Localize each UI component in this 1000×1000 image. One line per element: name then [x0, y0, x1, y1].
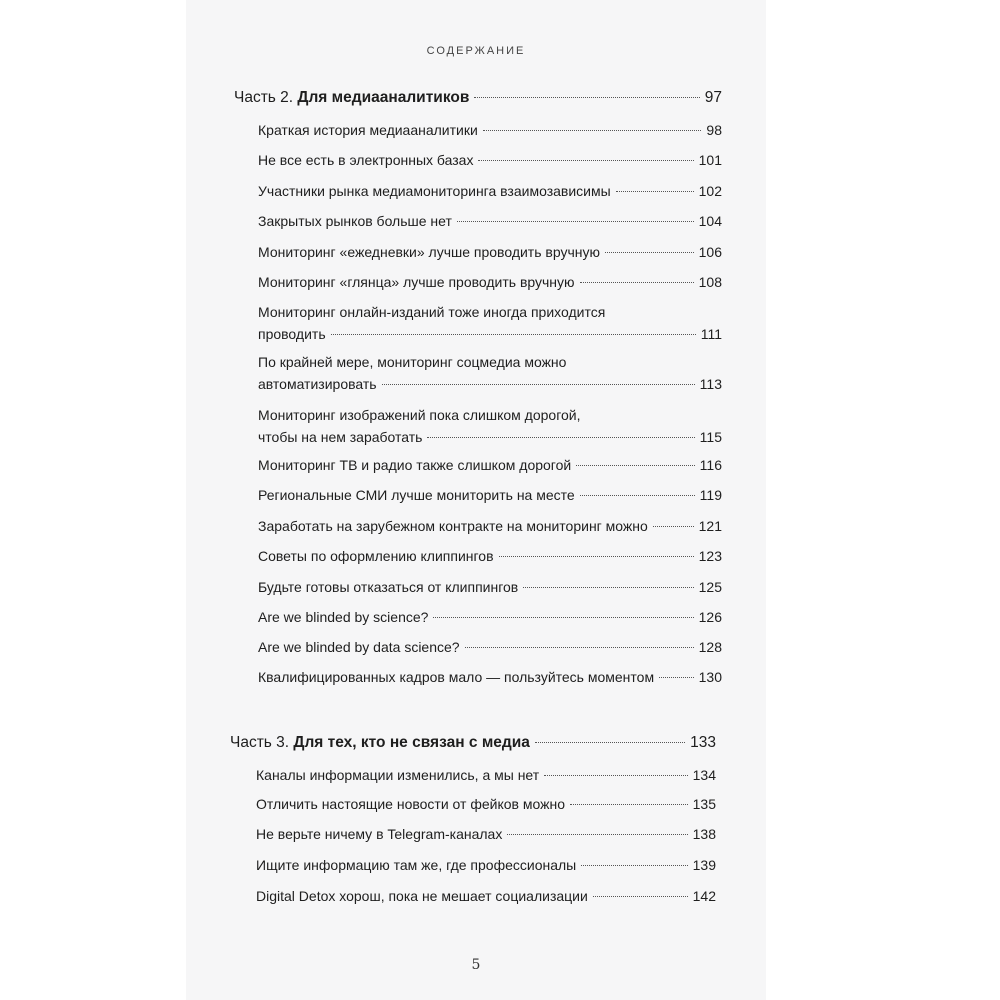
part-3-heading: [230, 733, 716, 753]
toc-entry-title: Каналы информации изменились, а мы нет: [256, 767, 540, 783]
toc-entry-title: Не верьте ничему в Telegram-каналах: [256, 826, 503, 842]
toc-entry-page: 142: [692, 888, 716, 904]
toc-entry-page: 130: [698, 669, 722, 685]
dot-leader: [499, 556, 694, 557]
toc-entry-page: 121: [698, 518, 722, 534]
dot-leader: [581, 865, 687, 866]
toc-entry-title: Ищите информацию там же, где профессионалы: [256, 857, 577, 873]
toc-entry-page: 126: [698, 609, 722, 625]
toc-entry: [258, 211, 722, 231]
dot-leader: [605, 252, 694, 253]
dot-leader: [433, 617, 693, 618]
toc-entry-page: 111: [700, 326, 722, 342]
toc-entry-page: 139: [692, 857, 716, 873]
toc-entry-title: Закрытых рынков больше нет: [258, 213, 452, 229]
part-2-heading: [234, 88, 722, 108]
dot-leader: [544, 775, 687, 776]
toc-entry-title: Заработать на зарубежном контракте на мониторинг можно: [258, 518, 648, 534]
part-3-page: 133: [690, 734, 716, 751]
toc-entry-title: Мониторинг «глянца» лучше проводить вручную: [258, 274, 575, 290]
toc-entry: [258, 272, 722, 292]
dot-leader: [576, 465, 694, 466]
part-2-heading-text: [234, 88, 469, 108]
toc-entry: [258, 242, 722, 262]
toc-entry-page: 106: [698, 244, 722, 260]
part-2-page: 97: [704, 89, 722, 106]
toc-entry: [258, 374, 722, 394]
toc-entry-page: 123: [698, 548, 722, 564]
dot-leader: [427, 437, 694, 438]
dot-leader: [523, 587, 693, 588]
toc-entry: [258, 150, 722, 170]
part-2-prefix: Часть 2.: [234, 89, 298, 106]
toc-entry: [258, 637, 722, 657]
toc-entry-page: 101: [698, 152, 722, 168]
dot-leader: [659, 677, 694, 678]
toc-entry-page: 102: [698, 183, 722, 199]
dot-leader: [478, 160, 693, 161]
toc-entry-title: Будьте готовы отказаться от клиппингов: [258, 579, 519, 595]
toc-entry: [258, 324, 722, 344]
toc-entry: [258, 120, 722, 140]
dot-leader: [580, 282, 694, 283]
toc-entry-title: автоматизировать: [258, 376, 377, 392]
toc-entry-page: 135: [692, 796, 716, 812]
toc-entry-title: Не все есть в электронных базах: [258, 152, 474, 168]
toc-entry-title: Digital Detox хорош, пока не мешает социализации: [256, 888, 588, 904]
toc-entry-page: 98: [706, 122, 722, 138]
toc-entry-title: чтобы на нем заработать: [258, 429, 423, 445]
toc-entry-page: 104: [698, 213, 722, 229]
part-3-heading-text: [230, 733, 530, 753]
toc-entry-page: 134: [692, 767, 716, 783]
toc-entry: [256, 824, 716, 844]
toc-entry-page: 119: [699, 487, 722, 503]
toc-entry: [256, 794, 716, 814]
dot-leader: [535, 742, 685, 743]
toc-entry-title: Участники рынка медиамониторинга взаимозависимы: [258, 183, 611, 199]
toc-entry: [258, 607, 722, 627]
dot-leader: [331, 334, 696, 335]
dot-leader: [616, 191, 694, 192]
toc-entry-title: Краткая история медиааналитики: [258, 122, 478, 138]
toc-entry: [258, 427, 722, 447]
toc-entry-title: Квалифицированных кадров мало — пользуйтесь моментом: [258, 669, 655, 685]
part-3-prefix: Часть 3.: [230, 734, 294, 751]
dot-leader: [507, 834, 687, 835]
toc-entry: [256, 765, 716, 785]
dot-leader: [483, 130, 702, 131]
toc-entry: [258, 455, 722, 475]
dot-leader: [457, 221, 694, 222]
dot-leader: [465, 647, 694, 648]
toc-entry-page: 138: [692, 826, 716, 842]
toc-entry: [256, 886, 716, 906]
toc-entry: [258, 485, 722, 505]
toc-entry-title: Мониторинг ТВ и радио также слишком дорогой: [258, 457, 572, 473]
toc-entry: [258, 181, 722, 201]
toc-entry-first-line: По крайней мере, мониторинг соцмедиа можно: [258, 354, 567, 370]
dot-leader: [474, 97, 699, 98]
toc-entry-title: Советы по оформлению клиппингов: [258, 548, 494, 564]
toc-entry-page: 113: [699, 376, 722, 392]
toc-entry-page: 116: [699, 457, 722, 473]
toc-entry: [258, 577, 722, 597]
toc-entry-page: 108: [698, 274, 722, 290]
toc-entry-title: Региональные СМИ лучше мониторить на месте: [258, 487, 575, 503]
toc-entry-first-line: Мониторинг изображений пока слишком дорогой,: [258, 407, 581, 423]
toc-entry-page: 128: [698, 639, 722, 655]
toc-entry-page: 125: [698, 579, 722, 595]
dot-leader: [382, 384, 695, 385]
toc-entry-title: проводить: [258, 326, 326, 342]
page-number: 5: [471, 957, 481, 973]
toc-entry: [258, 546, 722, 566]
toc-entry-title: Мониторинг «ежедневки» лучше проводить вручную: [258, 244, 600, 260]
toc-entry: [258, 667, 722, 687]
dot-leader: [580, 495, 695, 496]
book-page: [186, 0, 766, 1000]
toc-entry-page: 115: [699, 429, 722, 445]
toc-entry: [258, 516, 722, 536]
running-head: СОДЕРЖАНИЕ: [426, 45, 526, 57]
toc-entry-title: Отличить настоящие новости от фейков можно: [256, 796, 565, 812]
dot-leader: [570, 804, 688, 805]
dot-leader: [593, 896, 688, 897]
dot-leader: [653, 526, 694, 527]
part-3-title: Для тех, кто не связан с медиа: [293, 734, 530, 751]
toc-entry-title: Are we blinded by science?: [258, 609, 429, 625]
part-2-title: Для медиааналитиков: [297, 89, 470, 106]
toc-entry-first-line: Мониторинг онлайн-изданий тоже иногда приходится: [258, 304, 606, 320]
toc-entry: [256, 855, 716, 875]
toc-entry-title: Are we blinded by data science?: [258, 639, 460, 655]
